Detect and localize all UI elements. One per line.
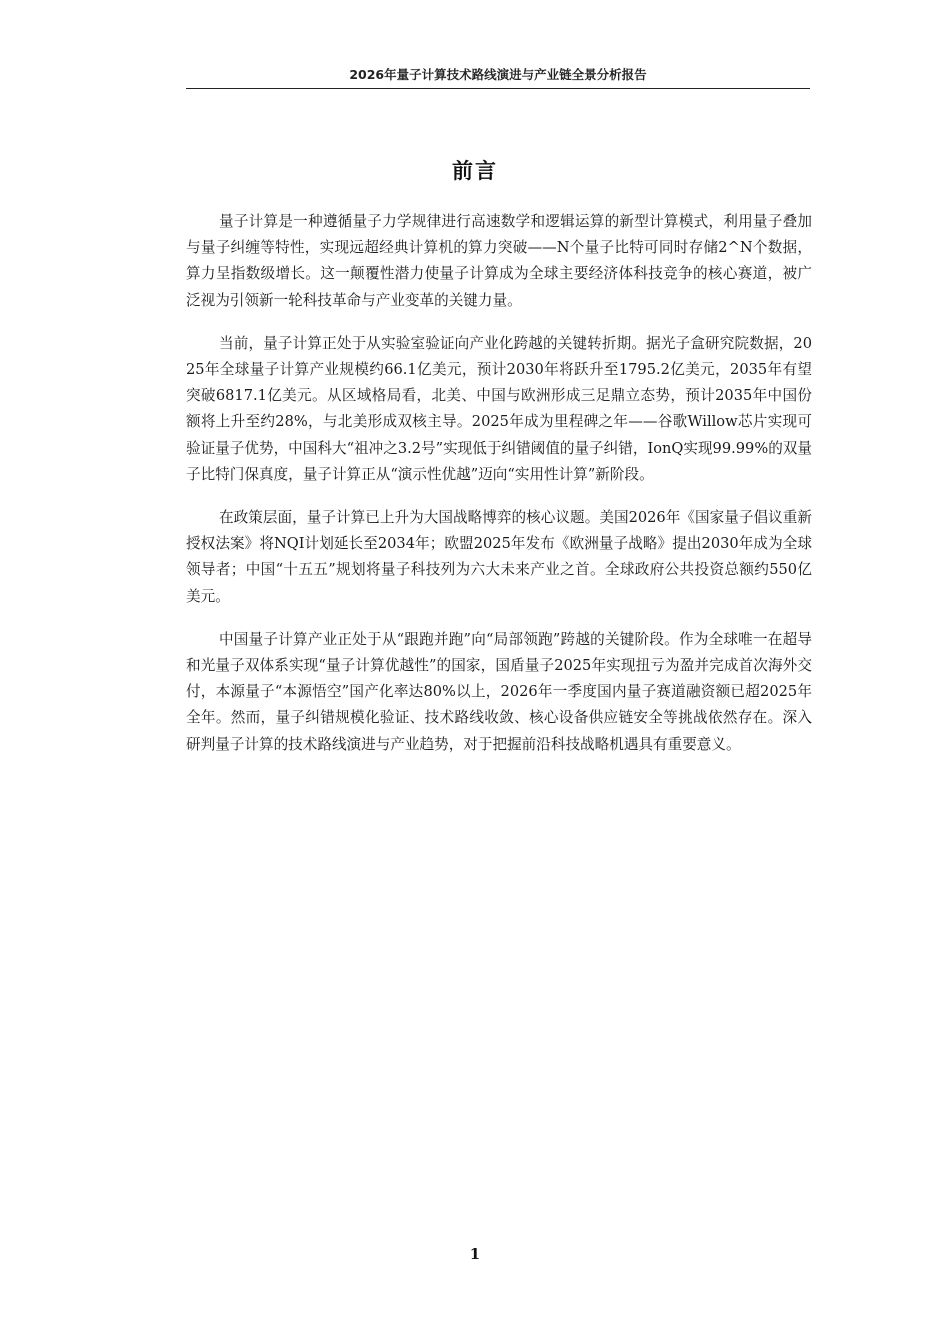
header-title: 2026年量子计算技术路线演进与产业链全景分析报告 xyxy=(349,67,647,82)
paragraph-intro: 量子计算是一种遵循量子力学规律进行高速数学和逻辑运算的新型计算模式，利用量子叠加与量子纠缠等特性，实现远超经典计算机的算力突破——N个量子比特可同时存储2^N个数据，算力呈指数级增长。这一颠覆性潜力使量子计算成为全球主要经济体科技竞争的核心赛道，被广泛视为引领新一轮科技革命与产业变革的关键力量。 xyxy=(186,213,812,309)
body-text xyxy=(186,209,812,775)
section-title: 前言 xyxy=(452,159,498,183)
paragraph-industry-status: 当前，量子计算正处于从实验室验证向产业化跨越的关键转折期。据光子盒研究院数据，2025年全球量子计算产业规模约66.1亿美元，预计2030年将跃升至1795.2亿美元，2035年有望突破6817.1亿美元。从区域格局看，北美、中国与欧洲形成三足鼎立态势，预计2035年中国份额将上升至约28%，与北美形成双核主导。2025年成为里程碑之年——谷歌Willow芯片实现可验证量子优势，中国科大“祖冲之3.2号”实现低于纠错阈值的量子纠错，IonQ实现99.99%的双量子比特门保真度，量子计算正从“演示性优越”迈向“实用性计算”新阶段。 xyxy=(186,334,812,483)
running-header xyxy=(186,66,810,89)
paragraph-policy: 在政策层面，量子计算已上升为大国战略博弈的核心议题。美国2026年《国家量子倡议重新授权法案》将NQI计划延长至2034年；欧盟2025年发布《欧洲量子战略》提出2030年成为全球领导者；中国“十五五”规划将量子科技列为六大未来产业之首。全球政府公共投资总额约550亿美元。 xyxy=(186,509,812,605)
paragraph-china-industry: 中国量子计算产业正处于从“跟跑并跑”向“局部领跑”跨越的关键阶段。作为全球唯一在超导和光量子双体系实现“量子计算优越性”的国家，国盾量子2025年实现扭亏为盈并完成首次海外交付，本源量子“本源悟空”国产化率达80%以上，2026年一季度国内量子赛道融资额已超2025年全年。然而，量子纠错规模化验证、技术路线收敛、核心设备供应链安全等挑战依然存在。深入研判量子计算的技术路线演进与产业趋势，对于把握前沿科技战略机遇具有重要意义。 xyxy=(186,630,812,753)
page-number: 1 xyxy=(469,1245,481,1263)
